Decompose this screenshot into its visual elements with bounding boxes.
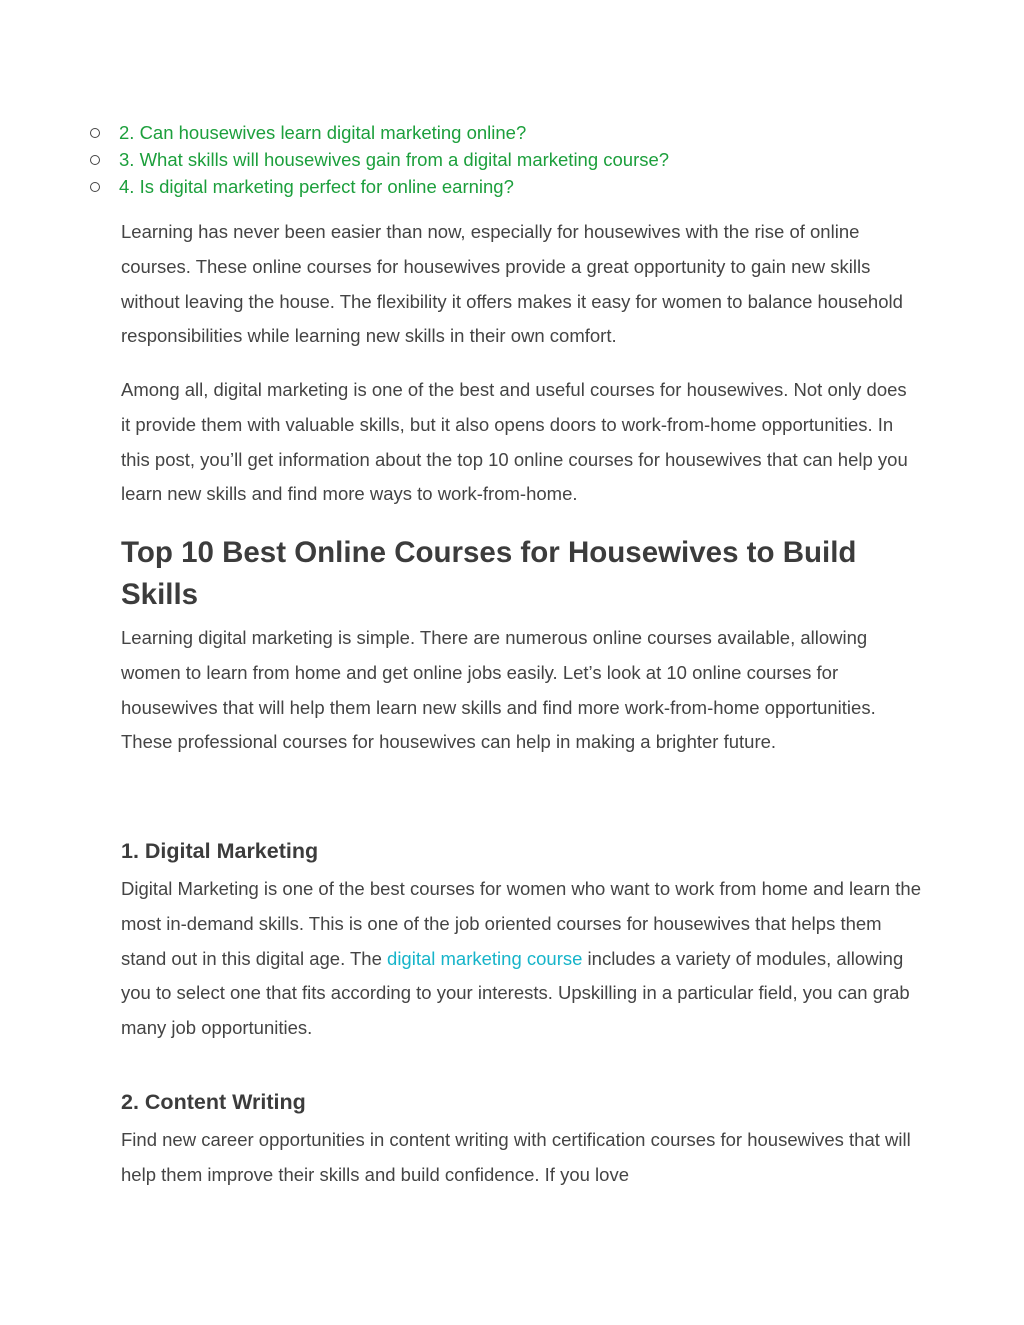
- course-paragraph-digital-marketing: [121, 872, 921, 1046]
- intro-paragraph-2: Among all, digital marketing is one of the best and useful courses for housewives. Not only does it provide them with valuable skills, but it also opens doors to work-from-home opportunities. In this post, you’ll get information about the top 10 online courses for housewives that can help you learn new skills and find more ways to work-from-home.: [121, 379, 908, 505]
- toc-link-3[interactable]: 3. What skills will housewives gain from a digital marketing course?: [119, 148, 670, 170]
- paragraph-text: Digital Marketing is one of the best courses for women who want to work from home and learn the most in-demand skills. This is one of the job oriented courses for housewives that helps them stand out in this digital age. The: [121, 878, 921, 969]
- course-heading-digital-marketing: 1. Digital Marketing: [121, 839, 319, 863]
- toc-item: [90, 146, 669, 173]
- circle-bullet-icon: [90, 155, 100, 165]
- toc-link-2[interactable]: 2. Can housewives learn digital marketing online?: [119, 121, 527, 143]
- course-heading-content-writing: 2. Content Writing: [121, 1090, 306, 1114]
- paragraph-text: includes a variety of modules, allowing you to select one that fits according to your interests. Upskilling in a particular field, you can grab many job opportunities.: [121, 947, 910, 1039]
- intro-paragraph-1: Learning has never been easier than now, especially for housewives with the rise of online courses. These online courses for housewives provide a great opportunity to gain new skills without leaving the house. The flexibility it offers makes it easy for women to balance household responsibilities while learning new skills in their own comfort.: [121, 221, 903, 347]
- digital-marketing-course-link[interactable]: digital marketing course: [387, 947, 583, 969]
- toc-item: [90, 173, 669, 200]
- circle-bullet-icon: [90, 182, 100, 192]
- toc-link-4[interactable]: 4. Is digital marketing perfect for online earning?: [119, 175, 514, 197]
- section-heading: Top 10 Best Online Courses for Housewives to Build Skills: [121, 536, 857, 611]
- section-paragraph: Learning digital marketing is simple. There are numerous online courses available, allowing women to learn from home and get online jobs easily. Let’s look at 10 online courses for housewives that will help them learn new skills and find more work-from-home opportunities. These professional courses for housewives can help in making a brighter future.: [121, 627, 876, 753]
- table-of-contents: [90, 119, 669, 200]
- course-paragraph-content-writing: Find new career opportunities in content writing with certification courses for housewives that will help them improve their skills and build confidence. If you love: [121, 1129, 911, 1185]
- circle-bullet-icon: [90, 128, 100, 138]
- toc-item: [90, 119, 669, 146]
